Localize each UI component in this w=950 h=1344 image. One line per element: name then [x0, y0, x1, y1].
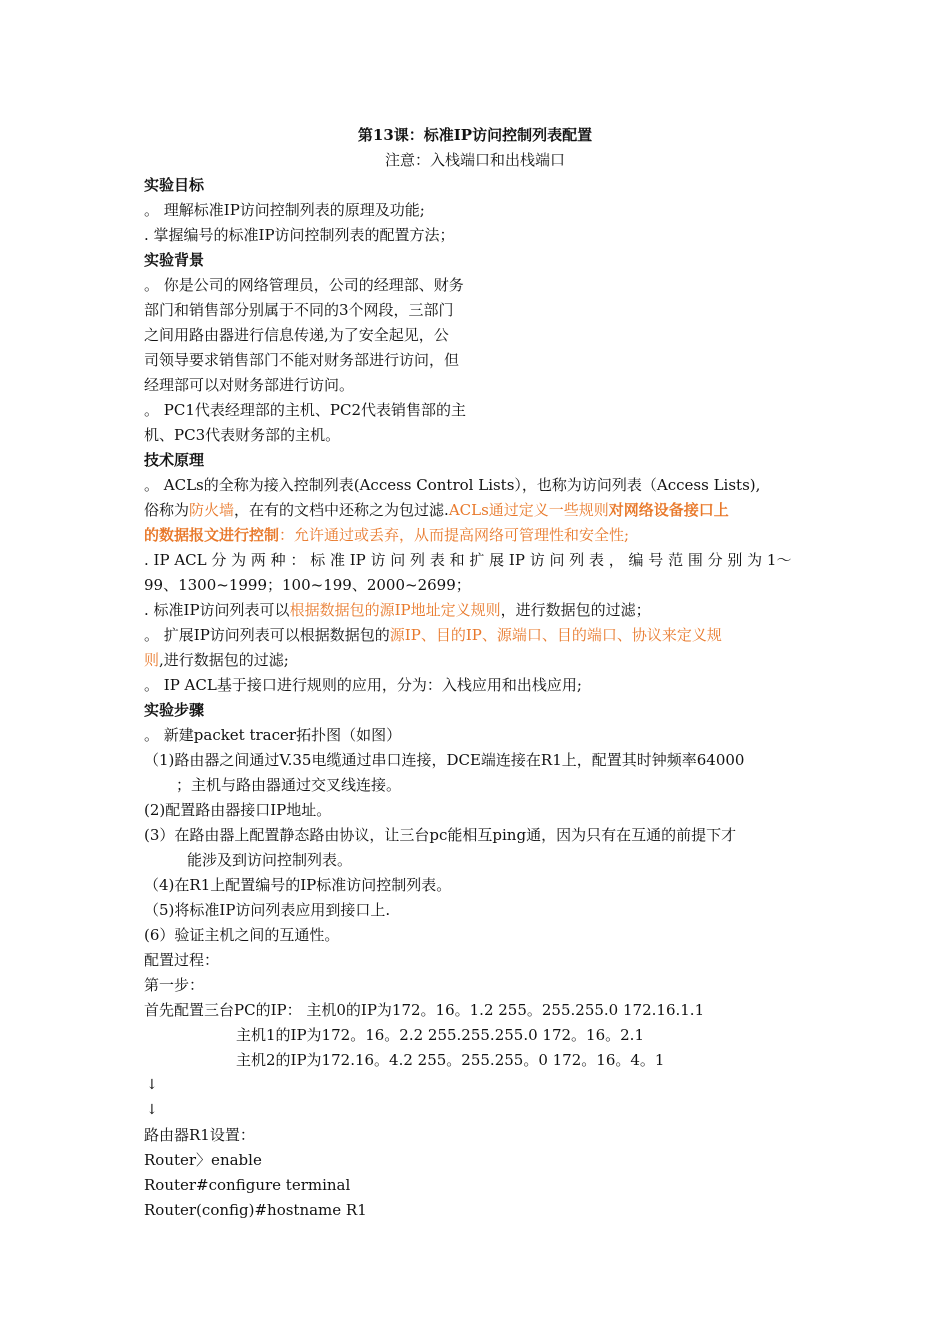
paragraph-line: . IP ACL 分 为 两 种 ： 标 准 IP 访 问 列 表 和 扩 展 IP 访 问 列 表 ， 编 号 范 围 分 别 为 1～: [144, 551, 792, 569]
paragraph-line: 经理部可以对财务部进行访问。: [144, 376, 355, 394]
paragraph-line: [144, 648, 289, 673]
highlight-text: 则: [144, 651, 160, 669]
paragraph-line: 。 你是公司的网络管理员，公司的经理部、财务: [144, 276, 464, 294]
highlight-text: 源IP、目的IP、源端口、目的端口、协议来定义规: [389, 626, 722, 644]
paragraph-line: 能涉及到访问控制列表。: [187, 851, 353, 869]
paragraph-line: 第一步：: [144, 976, 205, 994]
paragraph-line: 首先配置三台PC的IP： 主机0的IP为172。16。1.2 255。255.255.0 172.16.1.1: [144, 1001, 705, 1019]
highlight-text: ACLs通过定义一些规则: [448, 501, 609, 519]
paragraph-line: [144, 523, 629, 548]
paragraph-line: 配置过程：: [144, 951, 220, 969]
section-heading-principle: 技术原理: [144, 451, 205, 469]
paragraph-line: 部门和销售部分别属于不同的3个网段，三部门: [144, 301, 454, 319]
paragraph-line: 主机2的IP为172.16。4.2 255。255.255。0 172。16。4。1: [236, 1051, 665, 1069]
highlight-text: 防火墙: [189, 501, 235, 519]
paragraph-line: ；主机与路由器通过交叉线连接。: [176, 776, 402, 794]
command-line: Router#configure terminal: [144, 1176, 351, 1194]
text-run: ,进行数据包的过滤;: [159, 651, 289, 669]
paragraph-line: 。 新建packet tracer拓扑图（如图）: [144, 726, 402, 744]
paragraph-line: [144, 623, 722, 648]
highlight-text: ：允许通过或丢弃，从而提高网络可管理性和安全性;: [279, 526, 630, 544]
command-line: Router〉enable: [144, 1151, 262, 1169]
text-run: ，进行数据包的过滤；: [500, 601, 651, 619]
highlight-bold-text: 的数据报文进行控制: [144, 526, 280, 544]
command-line: Router(config)#hostname R1: [144, 1201, 367, 1219]
section-heading-steps: 实验步骤: [144, 701, 205, 719]
paragraph-line: 之间用路由器进行信息传递,为了安全起见，公: [144, 326, 449, 344]
paragraph-line: . 掌握编号的标准IP访问控制列表的配置方法；: [144, 226, 455, 244]
text-run: 俗称为: [144, 501, 190, 519]
paragraph-line: 司领导要求销售部门不能对财务部进行访问，但: [144, 351, 460, 369]
text-run: 。 扩展IP访问列表可以根据数据包的: [144, 626, 390, 644]
down-arrow-icon: ↓: [146, 1077, 158, 1093]
paragraph-line: 路由器R1设置：: [144, 1126, 255, 1144]
page-title: 第13课：标准IP访问控制列表配置: [357, 126, 593, 144]
paragraph-line: 99、1300~1999；100~199、2000~2699；: [144, 576, 471, 594]
paragraph-line: 主机1的IP为172。16。2.2 255.255.255.0 172。16。2.1: [236, 1026, 644, 1044]
paragraph-line: (3）在路由器上配置静态路由协议，让三台pc能相互ping通，因为只有在互通的前提下才: [144, 826, 737, 844]
paragraph-line: （4)在R1上配置编号的IP标准访问控制列表。: [144, 876, 452, 894]
paragraph-line: （5)将标准IP访问列表应用到接口上.: [144, 901, 391, 919]
highlight-text: 根据数据包的源IP地址定义规则: [289, 601, 501, 619]
paragraph-line: 。 PC1代表经理部的主机、PC2代表销售部的主: [144, 401, 466, 419]
paragraph-line: 。 理解标准IP访问控制列表的原理及功能;: [144, 201, 425, 219]
paragraph-line: （1)路由器之间通过V.35电缆通过串口连接，DCE端连接在R1上，配置其时钟频率64000: [144, 751, 745, 769]
down-arrow-icon: ↓: [146, 1102, 158, 1118]
subtitle: 注意：入栈端口和出栈端口: [384, 151, 565, 169]
paragraph-line: [144, 498, 729, 523]
section-heading-background: 实验背景: [144, 251, 205, 269]
text-run: ，在有的文档中还称之为包过滤.: [234, 501, 449, 519]
paragraph-line: (6）验证主机之间的互通性。: [144, 926, 340, 944]
text-run: . 标准IP访问列表可以: [144, 601, 290, 619]
paragraph-line: 机、PC3代表财务部的主机。: [144, 426, 341, 444]
paragraph-line: [144, 598, 651, 623]
highlight-bold-text: 对网络设备接口上: [608, 501, 729, 519]
paragraph-line: 。 ACLs的全称为接入控制列表(Access Control Lists），也称为访问列表（Access Lists),: [144, 476, 761, 494]
section-heading-goal: 实验目标: [144, 176, 205, 194]
paragraph-line: (2)配置路由器接口IP地址。: [144, 801, 332, 819]
paragraph-line: 。 IP ACL基于接口进行规则的应用，分为：入栈应用和出栈应用;: [144, 676, 582, 694]
